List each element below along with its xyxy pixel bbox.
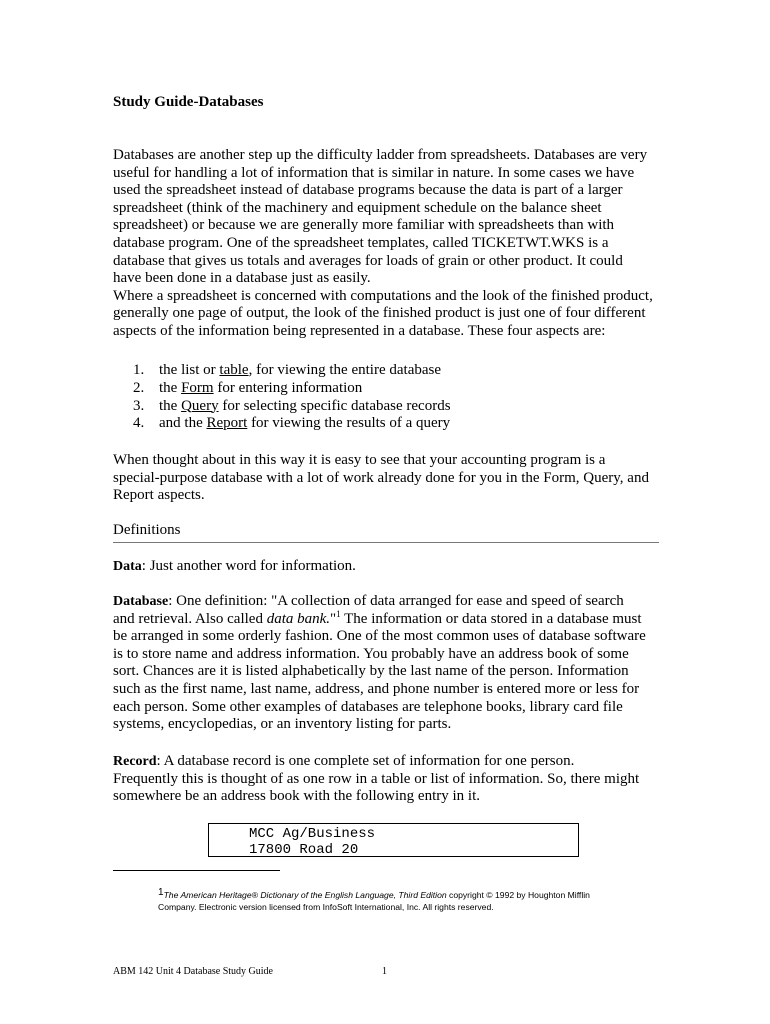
- accounting-line: special-purpose database with a lot of work already done for you in the Form, Query, and: [113, 469, 649, 486]
- aspect-term-form: Form: [181, 379, 214, 396]
- footnote: [158, 889, 628, 913]
- definition-text: : Just another word for information.: [141, 558, 356, 574]
- aspect-term-table: table: [219, 362, 249, 378]
- intro-line: aspects of the information being represented in a database. These four aspects are:: [113, 322, 606, 339]
- list-item: [113, 380, 665, 398]
- intro-line: useful for handling a lot of information that is similar in nature. In some cases we have: [113, 164, 635, 181]
- definition-text: sort. Chances are it is listed alphabetically by the last name of the person. Information: [113, 663, 629, 680]
- accounting-line: Report aspects.: [113, 487, 205, 504]
- list-number: 1.: [133, 362, 145, 378]
- definition-text: and retrieval. Also called: [113, 610, 267, 627]
- intro-line: spreadsheet) or because we are generally more familiar with spreadsheets than with: [113, 217, 615, 234]
- footnote-text: Company. Electronic version licensed from InfoSoft International, Inc. All rights reserved.: [158, 902, 494, 912]
- intro-line: generally one page of output, the look of the finished product is just one of four different: [113, 305, 646, 322]
- aspect-term-report: Report: [206, 415, 248, 432]
- definition-text: The information or data stored in a database must: [340, 610, 642, 627]
- list-text: for selecting specific database records: [218, 397, 451, 414]
- definition-text: ": [330, 610, 337, 627]
- address-entry-box: [208, 823, 579, 857]
- intro-line: have been done in a database just as easily.: [113, 270, 371, 287]
- list-text: and the: [159, 415, 207, 432]
- footnote-source-title: The American Heritage® Dictionary of the English Language, Third Edition: [163, 890, 447, 900]
- list-number: 4.: [133, 415, 145, 432]
- footnote-divider: [113, 870, 280, 871]
- definition-text: : One definition: "A collection of data arranged for ease and speed of search: [168, 593, 624, 609]
- definition-term-database: Database: [113, 594, 169, 609]
- list-item: [113, 362, 665, 380]
- definition-text: : A database record is one complete set of information for one person.: [156, 753, 575, 769]
- intro-line: Databases are another step up the difficulty ladder from spreadsheets. Databases are very: [113, 147, 648, 163]
- list-text: for viewing the results of a query: [247, 415, 451, 432]
- intro-line: database program. One of the spreadsheet templates, called TICKETWT.WKS is a: [113, 234, 609, 251]
- record-definition: [113, 753, 665, 806]
- aspect-term-query: Query: [181, 397, 219, 414]
- address-line: 17800 Road 20: [249, 842, 359, 858]
- intro-paragraph: [113, 147, 665, 341]
- list-item: [113, 415, 665, 433]
- data-definition: [113, 558, 665, 576]
- definition-text: such as the first name, last name, address, and phone number is entered more or less for: [113, 680, 640, 697]
- aspects-list: [113, 362, 665, 433]
- intro-line: used the spreadsheet instead of database programs because the data is part of a larger: [113, 182, 623, 199]
- page-number: 1: [382, 966, 387, 977]
- definition-text: is to store name and address information. You probably have an address book of some: [113, 645, 629, 662]
- document-title: Study Guide-Databases: [113, 94, 264, 110]
- definition-text: somewhere be an address book with the following entry in it.: [113, 788, 481, 805]
- list-number: 2.: [133, 379, 145, 396]
- intro-line: Where a spreadsheet is concerned with computations and the look of the finished product,: [113, 287, 653, 304]
- list-text: , for viewing the entire database: [248, 362, 441, 378]
- definitions-heading: Definitions: [113, 522, 659, 543]
- definition-text: each person. Some other examples of databases are telephone books, library card file: [113, 698, 623, 715]
- list-number: 3.: [133, 397, 145, 414]
- list-item: [113, 398, 665, 416]
- list-text: the list or: [159, 362, 220, 378]
- database-definition: [113, 593, 665, 734]
- definition-emphasis: data bank.: [266, 610, 331, 627]
- list-text: for entering information: [213, 379, 363, 396]
- accounting-line: When thought about in this way it is easy to see that your accounting program is a: [113, 452, 606, 468]
- definition-term-record: Record: [113, 754, 157, 769]
- definition-text: Frequently this is thought of as one row in a table or list of information. So, there might: [113, 770, 640, 787]
- definition-term-data: Data: [113, 559, 142, 574]
- footer-title: ABM 142 Unit 4 Database Study Guide: [113, 966, 273, 977]
- intro-line: database that gives us totals and averages for loads of grain or other product. It could: [113, 252, 623, 269]
- footnote-text: copyright © 1992 by Houghton Mifflin: [446, 890, 590, 900]
- accounting-paragraph: [113, 452, 665, 505]
- definition-text: be arranged in some orderly fashion. One of the most common uses of database software: [113, 628, 646, 645]
- intro-line: spreadsheet (think of the machinery and equipment schedule on the balance sheet: [113, 199, 602, 216]
- footnote-reference: 1: [336, 608, 341, 619]
- list-text: the: [159, 379, 182, 396]
- address-line: MCC Ag/Business: [249, 826, 376, 842]
- footnote-number: 1: [158, 887, 164, 898]
- definition-text: systems, encyclopedias, or an inventory listing for parts.: [113, 716, 452, 733]
- list-text: the: [159, 397, 182, 414]
